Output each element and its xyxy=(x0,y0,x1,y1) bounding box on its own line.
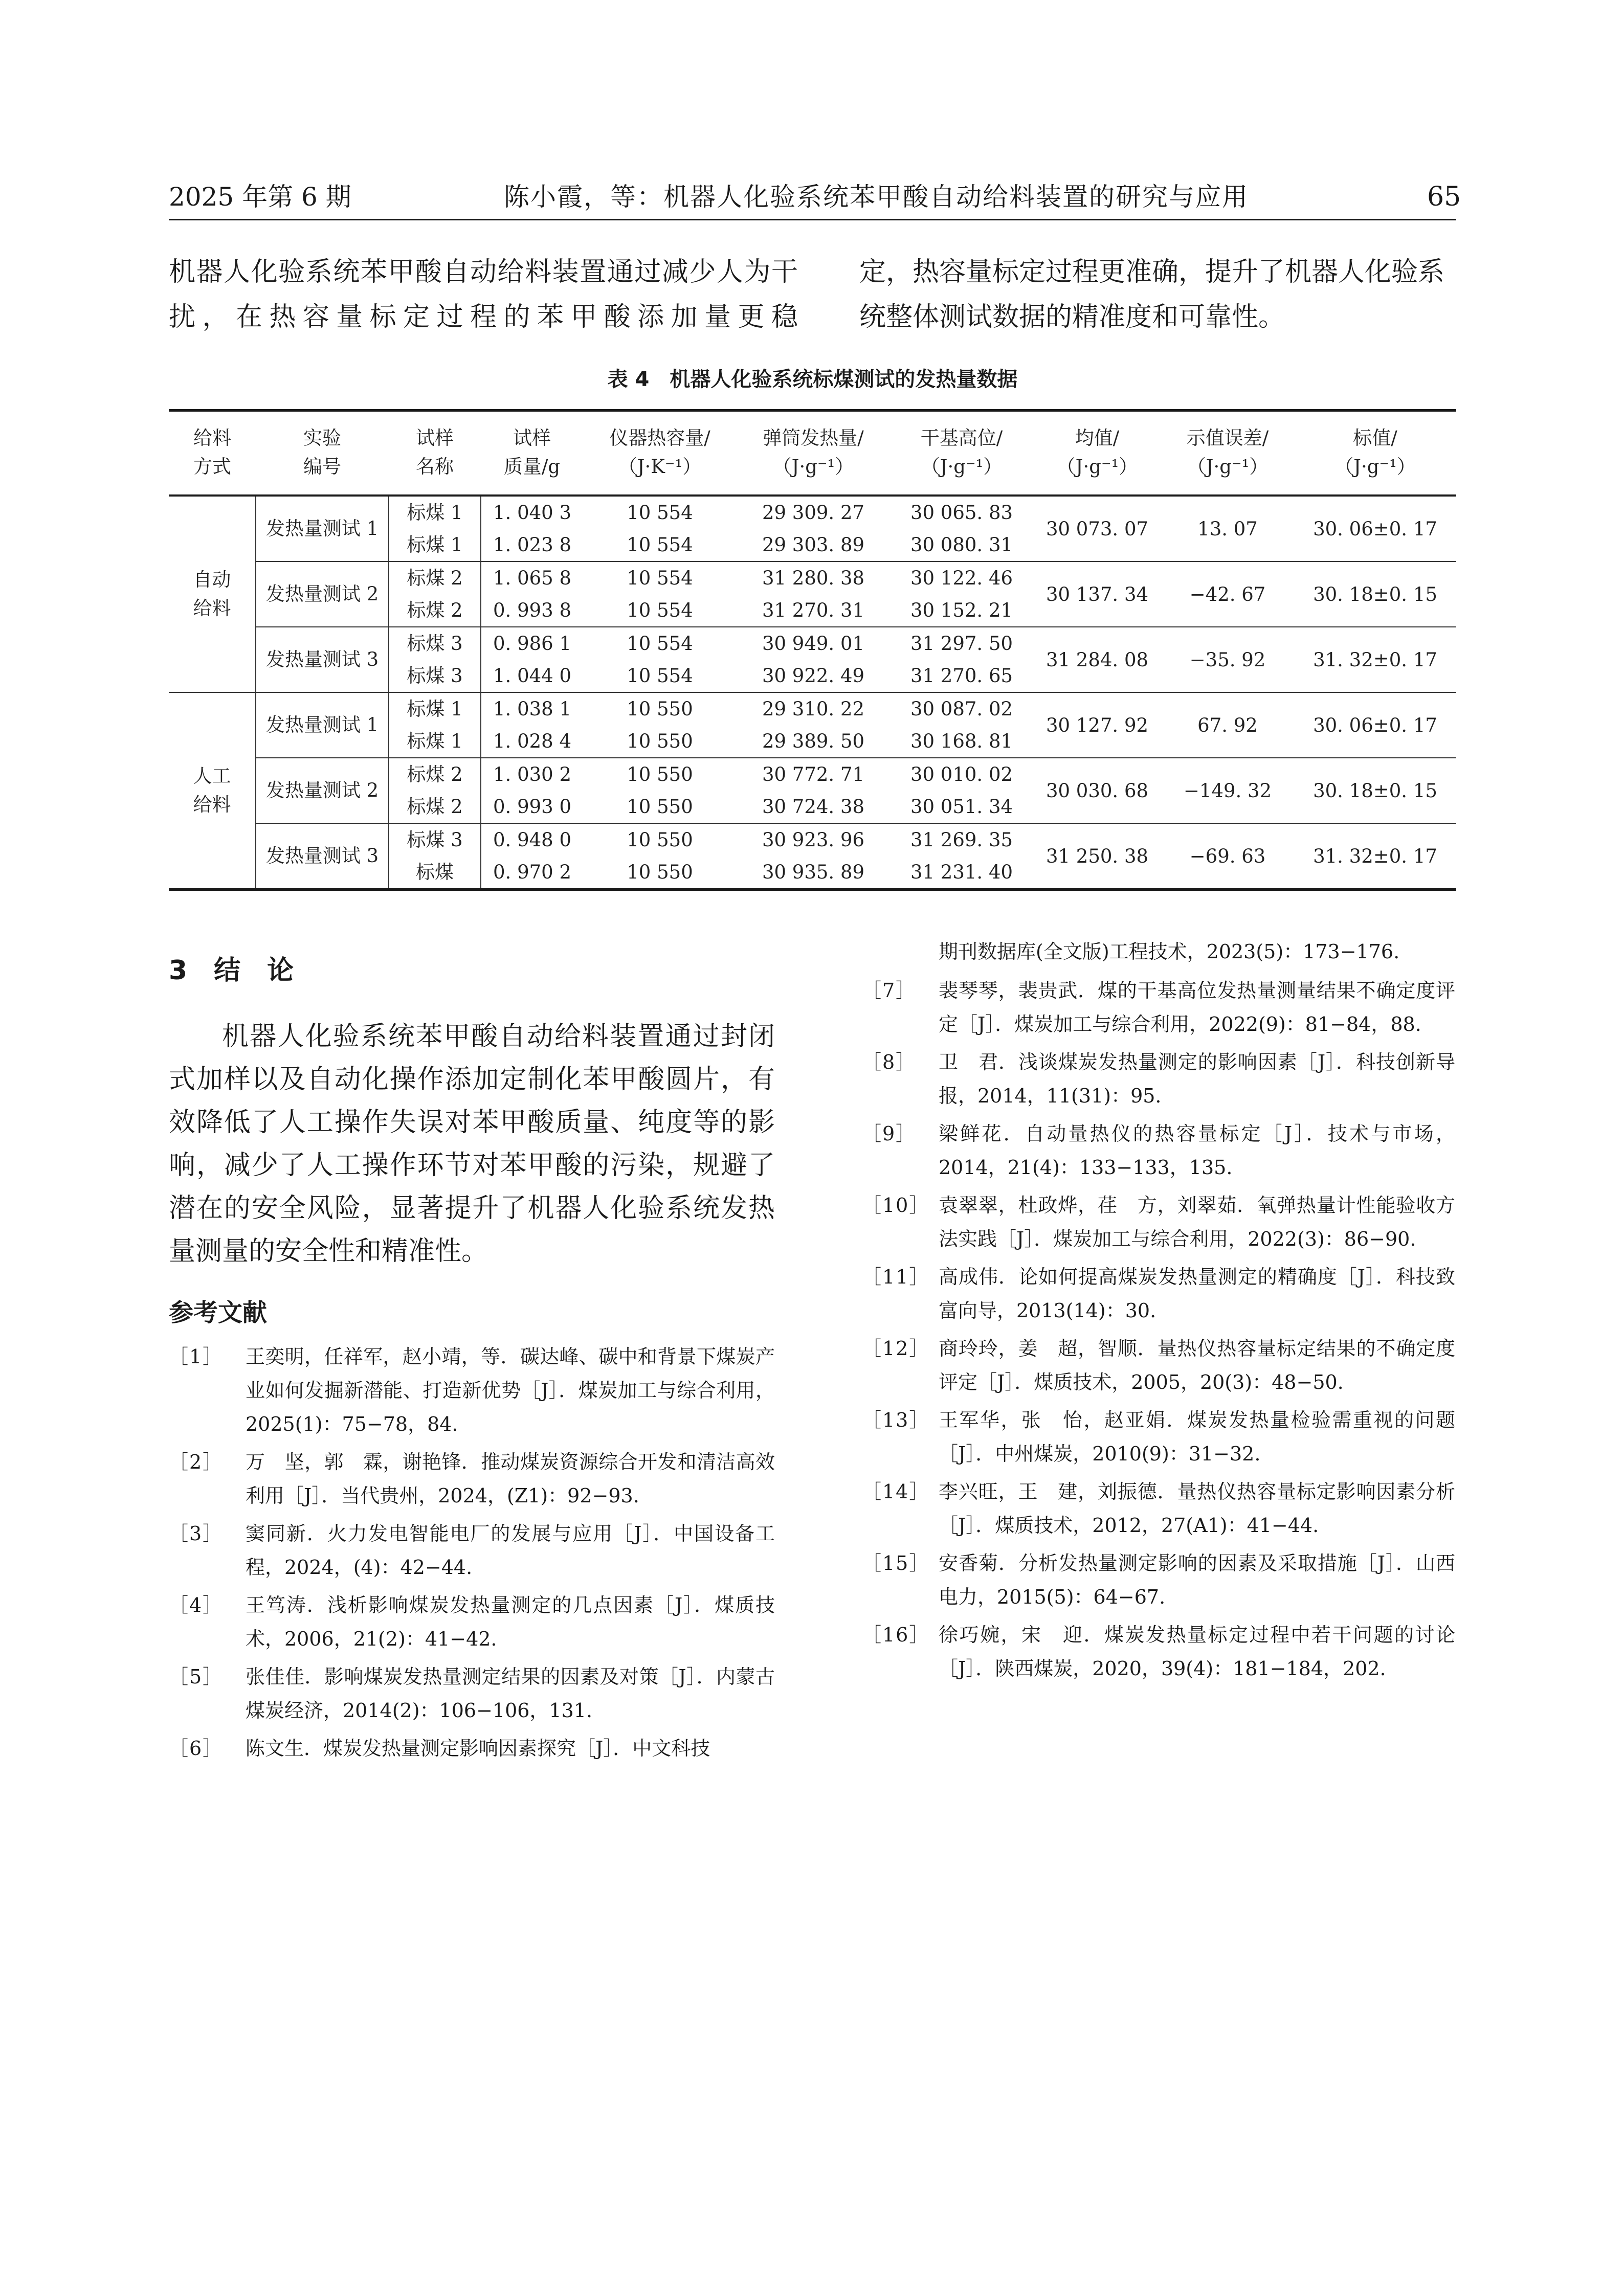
reference-text: 窦同新．火力发电智能电厂的发展与应用［J］．中国设备工程，2024，(4)：42−44. xyxy=(246,1522,775,1579)
bomb-calorific-cell: 29 389. 50 xyxy=(762,730,865,752)
reference-text: 陈文生．煤炭发热量测定影响因素探究［J］．中文科技 xyxy=(246,1737,710,1760)
dry-gross-cell: 31 231. 40 xyxy=(910,861,1013,883)
reference-text: 卫 君．浅谈煤炭发热量测定的影响因素［J］．科技创新导报，2014，11(31)：95. xyxy=(939,1051,1455,1107)
reference-text: 李兴旺，王 建，刘振德．量热仪热容量标定影响因素分析［J］．煤质技术，2012，27(A1)：41−44. xyxy=(939,1480,1455,1537)
calorific-data-table xyxy=(169,409,1456,891)
table-row xyxy=(169,561,1456,594)
column-header xyxy=(169,411,256,496)
bomb-calorific-cell: 30 772. 71 xyxy=(737,758,890,791)
bomb-calorific-cell: 30 923. 96 xyxy=(737,823,890,856)
heat-capacity-cell: 10 554 xyxy=(627,534,693,556)
sample-mass-cell: 0. 986 1 xyxy=(481,627,583,660)
reference-number: ［9］ xyxy=(862,1122,917,1145)
dry-gross-cell: 31 269. 35 xyxy=(890,823,1033,856)
heat-capacity-cell: 10 550 xyxy=(583,758,737,791)
bomb-calorific-cell: 29 303. 89 xyxy=(762,534,865,556)
feed-mode-label: 自动 xyxy=(193,569,231,591)
mean-cell: 30 030. 68 xyxy=(1033,758,1161,823)
column-header-line: 示值误差/ xyxy=(1186,427,1269,449)
reference-item xyxy=(862,974,1455,1041)
heat-capacity-cell: 10 554 xyxy=(627,599,693,621)
reference-item xyxy=(862,1403,1455,1471)
table-row xyxy=(169,758,1456,791)
heat-capacity-cell: 10 554 xyxy=(627,665,693,687)
error-cell: 13. 07 xyxy=(1197,517,1258,540)
standard-value-cell: 30. 18±0. 15 xyxy=(1294,758,1456,823)
column-header-line: 均值/ xyxy=(1075,427,1120,449)
feed-mode-cell xyxy=(169,496,256,692)
reference-item xyxy=(862,1045,1455,1113)
column-header xyxy=(1033,411,1161,496)
heat-capacity-cell: 10 550 xyxy=(627,861,693,883)
sample-name-cell: 标煤 xyxy=(389,856,481,890)
reference-text: 王笃涛．浅析影响煤炭发热量测定的几点因素［J］．煤质技术，2006，21(2)：41−42. xyxy=(246,1594,775,1650)
error-cell: −149. 32 xyxy=(1161,758,1294,823)
running-title: 陈小霞，等：机器人化验系统苯甲酸自动给料装置的研究与应用 xyxy=(504,182,1249,212)
sample-name-cell: 标煤 3 xyxy=(389,627,481,660)
reference-number: ［3］ xyxy=(169,1522,224,1545)
reference-number: ［6］ xyxy=(169,1737,224,1760)
reference-number: ［4］ xyxy=(169,1594,224,1616)
journal-issue: 2025 年第 6 期 xyxy=(169,182,351,212)
column-header-line: （J·g⁻¹） xyxy=(921,456,1003,478)
table-row xyxy=(169,692,1456,725)
reference-number: ［1］ xyxy=(169,1345,224,1368)
bomb-calorific-cell: 30 935. 89 xyxy=(762,861,865,883)
reference-text: 袁翠翠，杜政烨，荏 方，刘翠茹．氧弹热量计性能验收方法实践［J］．煤炭加工与综合利用，2022(3)：86−90. xyxy=(939,1194,1455,1250)
dry-gross-cell: 30 152. 21 xyxy=(910,599,1013,621)
references-heading: 参考文献 xyxy=(169,1298,268,1327)
reference-number: ［13］ xyxy=(862,1409,930,1431)
table-row xyxy=(169,496,1456,529)
bomb-calorific-cell: 29 310. 22 xyxy=(737,692,890,725)
test-name-cell: 发热量测试 1 xyxy=(256,692,389,758)
table-row xyxy=(169,823,1456,856)
sample-mass-cell: 1. 030 2 xyxy=(481,758,583,791)
intro-text-left: 机器人化验系统苯甲酸自动给料装置通过减少人为干扰，在热容量标定过程的苯甲酸添加量更稳 xyxy=(169,257,798,332)
column-header xyxy=(389,411,481,496)
reference-text: 张佳佳．影响煤炭发热量测定结果的因素及对策［J］．内蒙古煤炭经济，2014(2)：106−106，131. xyxy=(246,1665,775,1722)
reference-item xyxy=(862,1117,1455,1184)
heat-capacity-cell: 10 550 xyxy=(583,823,737,856)
dry-gross-cell: 30 051. 34 xyxy=(910,796,1013,818)
sample-mass-cell: 1. 044 0 xyxy=(493,665,571,687)
feed-mode-label: 给料 xyxy=(193,597,231,619)
column-header-line: 干基高位/ xyxy=(920,427,1003,449)
bomb-calorific-cell: 30 949. 01 xyxy=(737,627,890,660)
sample-name-cell: 标煤 3 xyxy=(389,823,481,856)
reference-item xyxy=(169,1731,775,1765)
sample-name-cell: 标煤 2 xyxy=(389,758,481,791)
column-header xyxy=(737,411,890,496)
reference-item xyxy=(169,1588,775,1656)
reference-number: ［8］ xyxy=(862,1051,917,1073)
bomb-calorific-cell: 29 309. 27 xyxy=(762,502,865,524)
feed-mode-label: 给料 xyxy=(193,794,231,816)
sample-name-cell: 标煤 2 xyxy=(389,561,481,594)
error-cell: −42. 67 xyxy=(1161,561,1294,627)
test-name-cell: 发热量测试 2 xyxy=(256,561,389,627)
test-name-cell: 发热量测试 3 xyxy=(256,627,389,692)
reference-item xyxy=(169,1445,775,1513)
reference-text: 梁鲜花．自动量热仪的热容量标定［J］．技术与市场，2014，21(4)：133−133，135. xyxy=(939,1122,1455,1179)
bomb-calorific-cell: 31 270. 31 xyxy=(762,599,865,621)
column-header-line: 方式 xyxy=(193,456,231,478)
dry-gross-cell: 31 270. 65 xyxy=(910,665,1013,687)
dry-gross-cell: 31 297. 50 xyxy=(890,627,1033,660)
reference-text: 王奕明，任祥军，赵小靖，等．碳达峰、碳中和背景下煤炭产业如何发掘新潜能、打造新优势［J］．煤炭加工与综合利用，2025(1)：75−78，84. xyxy=(246,1345,775,1435)
sample-mass-cell: 0. 970 2 xyxy=(493,861,571,883)
reference-number: ［10］ xyxy=(862,1194,930,1217)
heat-capacity-cell: 10 550 xyxy=(627,730,693,752)
column-header-line: 仪器热容量/ xyxy=(609,427,710,449)
reference-item xyxy=(862,1475,1455,1542)
conclusion-paragraph: 机器人化验系统苯甲酸自动给料装置通过封闭式加样以及自动化操作添加定制化苯甲酸圆片，有效降低了人工操作失误对苯甲酸质量、纯度等的影响，减少了人工操作环节对苯甲酸的污染，规避了潜在的安全风险，显著提升了机器人化验系统发热量测量的安全性和精准性。 xyxy=(169,1021,775,1267)
column-header-line: （J·K⁻¹） xyxy=(618,456,702,478)
bomb-calorific-cell: 30 724. 38 xyxy=(762,796,865,818)
reference-text: 高成伟．论如何提高煤炭发热量测定的精确度［J］．科技致富向导，2013(14)：30. xyxy=(939,1266,1455,1322)
standard-value-cell: 31. 32±0. 17 xyxy=(1294,627,1456,692)
reference-number: ［2］ xyxy=(169,1451,224,1473)
column-header-line: （J·g⁻¹） xyxy=(1187,456,1269,478)
sample-name-cell: 标煤 2 xyxy=(389,594,481,627)
standard-value-cell: 30. 06±0. 17 xyxy=(1294,692,1456,758)
error-cell: 67. 92 xyxy=(1161,692,1294,758)
header-rule xyxy=(169,219,1456,220)
sample-mass-cell: 1. 040 3 xyxy=(493,502,571,524)
reference-number: ［7］ xyxy=(862,979,917,1002)
reference-text: 商玲玲，姜 超，智顺．量热仪热容量标定结果的不确定度评定［J］．煤质技术，2005，20(3)：48−50. xyxy=(939,1337,1455,1393)
heat-capacity-cell: 10 554 xyxy=(583,561,737,594)
column-header-line: 弹筒发热量/ xyxy=(763,427,864,449)
dry-gross-cell: 30 087. 02 xyxy=(890,692,1033,725)
reference-continuation: 期刊数据库(全文版)工程技术，2023(5)：173−176. xyxy=(939,940,1400,963)
reference-text: 万 坚，郭 霖，谢艳锋．推动煤炭资源综合开发和清洁高效利用［J］．当代贵州，2024，(Z1)：92−93. xyxy=(246,1451,775,1507)
column-header xyxy=(256,411,389,496)
column-header xyxy=(1294,411,1456,496)
reference-number: ［16］ xyxy=(862,1624,930,1646)
column-header-line: 给料 xyxy=(193,427,231,449)
column-header-line: 试样 xyxy=(513,427,551,449)
sample-mass-cell: 0. 993 8 xyxy=(493,599,571,621)
dry-gross-cell: 30 122. 46 xyxy=(890,561,1033,594)
column-header-line: （J·g⁻¹） xyxy=(1334,456,1416,478)
column-header-line: 编号 xyxy=(303,456,341,478)
reference-text: 王军华，张 怡，赵亚娟．煤炭发热量检验需重视的问题［J］．中州煤炭，2010(9)：31−32. xyxy=(939,1409,1455,1465)
intro-text-right: 定，热容量标定过程更准确，提升了机器人化验系统整体测试数据的精准度和可靠性。 xyxy=(859,257,1445,332)
reference-text: 徐巧婉，宋 迎．煤炭发热量标定过程中若干问题的讨论［J］．陕西煤炭，2020，39(4)：181−184，202. xyxy=(939,1624,1455,1680)
column-header xyxy=(1161,411,1294,496)
reference-text: 裴琴琴，裴贵武．煤的干基高位发热量测量结果不确定度评定［J］．煤炭加工与综合利用，2022(9)：81−84，88. xyxy=(939,979,1455,1036)
test-name-cell: 发热量测试 1 xyxy=(256,496,389,561)
column-header-line: 质量/g xyxy=(503,456,561,478)
standard-value-cell: 30. 18±0. 15 xyxy=(1294,561,1456,627)
feed-mode-cell xyxy=(169,692,256,890)
error-cell: −35. 92 xyxy=(1161,627,1294,692)
reference-item xyxy=(862,1188,1455,1256)
sample-name-cell: 标煤 1 xyxy=(389,529,481,561)
mean-cell: 30 127. 92 xyxy=(1033,692,1161,758)
error-cell: −69. 63 xyxy=(1161,823,1294,890)
column-header-line: （J·g⁻¹） xyxy=(1056,456,1138,478)
bomb-calorific-cell: 30 922. 49 xyxy=(762,665,865,687)
sample-mass-cell: 0. 948 0 xyxy=(481,823,583,856)
column-header xyxy=(481,411,583,496)
table-header-row xyxy=(169,411,1456,496)
test-name-cell: 发热量测试 3 xyxy=(256,823,389,890)
reference-number: ［12］ xyxy=(862,1337,930,1360)
column-header-line: 试样 xyxy=(416,427,454,449)
reference-text: 安香菊．分析发热量测定影响的因素及采取措施［J］．山西电力，2015(5)：64−67. xyxy=(939,1552,1455,1608)
sample-mass-cell: 0. 993 0 xyxy=(493,796,571,818)
mean-cell: 30 073. 07 xyxy=(1045,517,1149,540)
reference-item xyxy=(862,1332,1455,1399)
sample-name-cell: 标煤 3 xyxy=(389,660,481,692)
sample-name-cell: 标煤 1 xyxy=(389,692,481,725)
dry-gross-cell: 30 080. 31 xyxy=(910,534,1013,556)
sample-mass-cell: 1. 038 1 xyxy=(481,692,583,725)
column-header-line: 名称 xyxy=(416,456,454,478)
reference-number: ［11］ xyxy=(862,1266,930,1288)
reference-number: ［5］ xyxy=(169,1665,224,1688)
sample-mass-cell: 1. 028 4 xyxy=(493,730,571,752)
feed-mode-label: 人工 xyxy=(193,765,231,787)
table-caption: 表 4 机器人化验系统标煤测试的发热量数据 xyxy=(607,368,1018,391)
sample-name-cell: 标煤 1 xyxy=(389,725,481,758)
mean-cell: 31 250. 38 xyxy=(1033,823,1161,890)
reference-number: ［15］ xyxy=(862,1552,930,1574)
column-header xyxy=(583,411,737,496)
heat-capacity-cell: 10 550 xyxy=(627,796,693,818)
column-header-line: 实验 xyxy=(303,427,341,449)
mean-cell: 31 284. 08 xyxy=(1033,627,1161,692)
column-header-line: （J·g⁻¹） xyxy=(772,456,854,478)
heat-capacity-cell: 10 554 xyxy=(627,502,693,524)
heat-capacity-cell: 10 554 xyxy=(583,627,737,660)
sample-mass-cell: 1. 065 8 xyxy=(481,561,583,594)
sample-name-cell: 标煤 1 xyxy=(389,496,481,529)
reference-number: ［14］ xyxy=(862,1480,930,1503)
column-header-line: 标值/ xyxy=(1353,427,1397,449)
test-name-cell: 发热量测试 2 xyxy=(256,758,389,823)
dry-gross-cell: 30 065. 83 xyxy=(910,502,1013,524)
sample-name-cell: 标煤 2 xyxy=(389,791,481,823)
dry-gross-cell: 30 168. 81 xyxy=(910,730,1013,752)
standard-value-cell: 30. 06±0. 17 xyxy=(1313,517,1437,540)
reference-item xyxy=(862,1260,1455,1327)
section-heading: 3 结 论 xyxy=(169,955,294,986)
sample-mass-cell: 1. 023 8 xyxy=(493,534,571,556)
mean-cell: 30 137. 34 xyxy=(1033,561,1161,627)
bomb-calorific-cell: 31 280. 38 xyxy=(737,561,890,594)
table-row xyxy=(169,627,1456,660)
reference-item xyxy=(862,1546,1455,1614)
reference-item xyxy=(169,1517,775,1584)
dry-gross-cell: 30 010. 02 xyxy=(890,758,1033,791)
reference-item xyxy=(169,1340,775,1441)
reference-item xyxy=(169,1660,775,1727)
heat-capacity-cell: 10 550 xyxy=(583,692,737,725)
column-header xyxy=(890,411,1033,496)
reference-item xyxy=(862,1618,1455,1685)
page-number: 65 xyxy=(1427,182,1461,212)
standard-value-cell: 31. 32±0. 17 xyxy=(1294,823,1456,890)
